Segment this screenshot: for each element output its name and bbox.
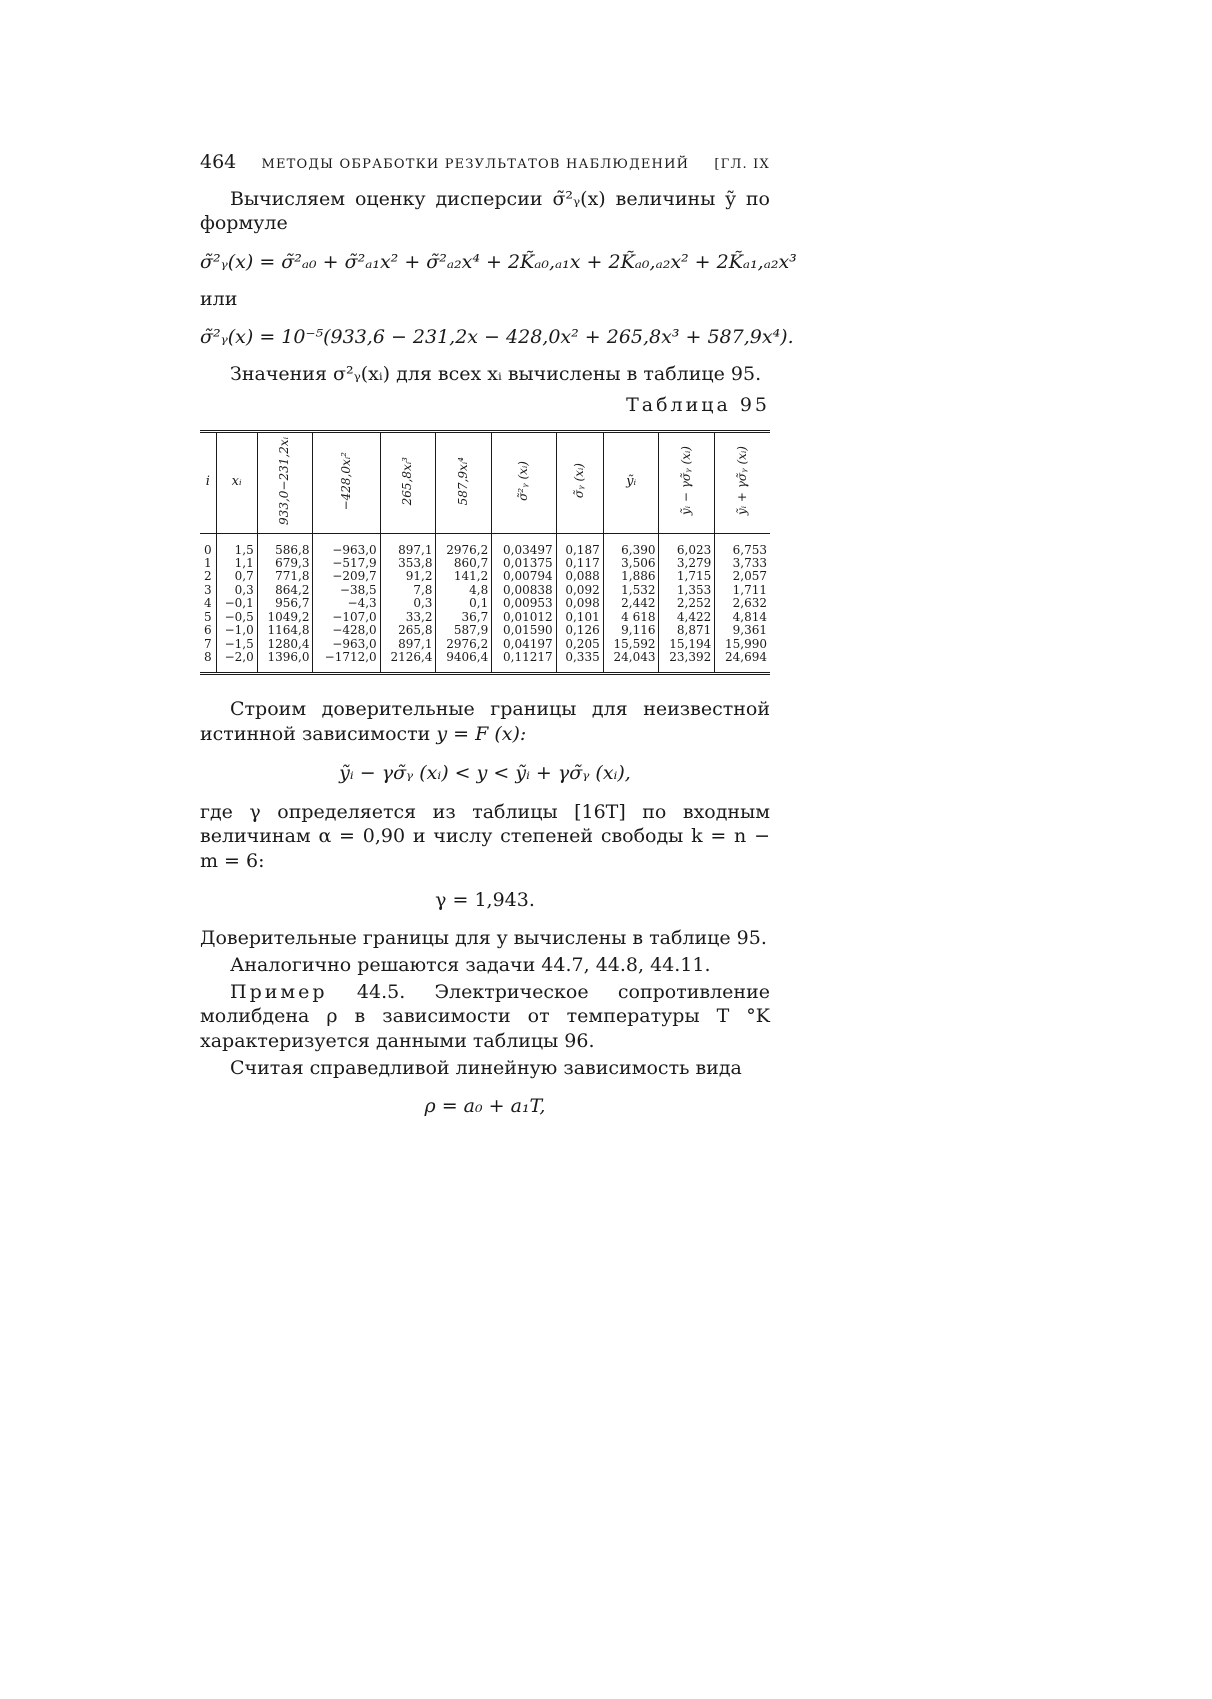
table-cell: −1,5 [224, 636, 254, 651]
table-header-row [200, 431, 770, 533]
table-cell: 1396,0 [267, 650, 310, 664]
table-cell: 4,814 [732, 609, 767, 624]
intro-paragraph: Вычисляем оценку дисперсии σ̃²ᵧ(x) величины ỹ по формуле [200, 187, 770, 235]
table-cell: 6,023 [676, 542, 712, 557]
table-cell: 9,116 [621, 623, 656, 638]
table-cell: 265,8 [398, 623, 433, 638]
table-cell: 897,1 [398, 542, 433, 557]
table-cell: 24,043 [613, 650, 656, 664]
table-cell: 2,442 [621, 596, 656, 611]
table-cell: 1,715 [676, 569, 712, 584]
table-cell: 8 [203, 650, 212, 664]
table-cell: 2 [203, 569, 212, 584]
table-cell: 91,2 [405, 569, 433, 584]
table-cell: −38,5 [339, 582, 377, 597]
table-cell: 2976,2 [446, 636, 489, 651]
col-header-x: xᵢ [216, 431, 257, 533]
table-cell: 2126,4 [390, 650, 433, 664]
linear-formula: ρ = a₀ + a₁T, [424, 1095, 546, 1118]
table-cell: 1164,8 [267, 623, 310, 638]
table-cell: 0,335 [565, 650, 600, 664]
table-cell: 1,532 [621, 582, 656, 597]
table-cell: 587,9 [453, 623, 489, 638]
numeric-variance-formula: σ̃²ᵧ(x) = 10⁻⁵(933,6 − 231,2x − 428,0x² + 265,8x³ + 587,9x⁴). [200, 326, 794, 349]
table-cell: 3,279 [676, 555, 712, 570]
table-cell: 15,990 [725, 636, 767, 651]
table-cell: 1049,2 [267, 609, 310, 624]
table-cell: 23,392 [669, 650, 712, 664]
table-cell: 0,03497 [503, 542, 553, 557]
table-cell: 860,7 [453, 555, 489, 570]
page-number: 464 [200, 151, 237, 173]
variance-formula: σ̃²ᵧ(x) = σ̃²ₐ₀ + σ̃²ₐ₁x² + σ̃²ₐ₂x⁴ + 2K̃ₐ₀,ₐ₁x + 2K̃ₐ₀,ₐ₂x² + 2K̃ₐ₁,ₐ₂x³ [200, 251, 797, 274]
similar-tasks: Аналогично решаются задачи 44.7, 44.8, 44.11. [230, 953, 711, 976]
col-variance [492, 533, 556, 674]
col-i [200, 533, 216, 674]
table-cell: 2,252 [676, 596, 712, 611]
table-cell: 0,098 [565, 596, 600, 611]
table-cell: 1,886 [621, 569, 656, 584]
col-sigma [556, 533, 603, 674]
table-cell: 0,126 [565, 623, 600, 638]
table-label: Таблица 95 [626, 393, 770, 416]
col-header-cubic: 265,8xᵢ³ [380, 431, 436, 533]
table-cell: 9,361 [732, 623, 767, 638]
example-paragraph: Пример 44.5. Электрическое сопротивление молибдена ρ в зависимости от температуры T °K характеризуется данными таблицы 96. [200, 980, 770, 1052]
table-cell: 15,194 [669, 636, 712, 651]
col-header-variance: σ̃²ᵧ (xᵢ) [492, 431, 556, 533]
table-cell: 15,592 [613, 636, 656, 651]
example-label: Пример [230, 980, 328, 1003]
table-cell: 353,8 [398, 555, 433, 570]
table-cell: −517,9 [332, 555, 377, 570]
table-cell: −2,0 [224, 650, 254, 664]
col-y [603, 533, 659, 674]
table-cell: 0,3 [413, 596, 433, 611]
bounds-computed: Доверительные границы для y вычислены в таблице 95. [200, 927, 767, 950]
table-cell: −963,0 [332, 542, 377, 557]
col-lower-bound [659, 533, 715, 674]
table-cell: 7,8 [413, 582, 433, 597]
table-cell: 586,8 [275, 542, 310, 557]
page [200, 150, 797, 1119]
table-cell: 897,1 [398, 636, 433, 651]
table-cell: −963,0 [332, 636, 377, 651]
table-cell: 141,2 [453, 569, 489, 584]
table-cell: 4,422 [676, 609, 712, 624]
col-header-sigma: σ̃ᵧ (xᵢ) [556, 431, 603, 533]
table-cell: 3,733 [732, 555, 767, 570]
table-cell: 5 [203, 609, 212, 624]
table-cell: 3,506 [621, 555, 656, 570]
table-cell: 4 [203, 596, 212, 611]
table-cell: 6,390 [621, 542, 656, 557]
table-cell: 0,04197 [503, 636, 553, 651]
col-linear [257, 533, 313, 674]
table-cell: 0,3 [234, 582, 254, 597]
table-cell: −428,0 [332, 623, 377, 638]
table-cell: 0 [203, 542, 212, 557]
table-cell: 956,7 [275, 596, 310, 611]
table-cell: 33,2 [405, 609, 433, 624]
table-cell: 8,871 [676, 623, 712, 638]
table-cell: 0,00838 [503, 582, 553, 597]
values-sentence: Значения σ²ᵧ(xᵢ) для всех xᵢ вычислены в таблице 95. [230, 363, 762, 386]
table-cell: 36,7 [461, 609, 489, 624]
table-cell: 6,753 [732, 542, 767, 557]
table-cell: 0,187 [565, 542, 600, 557]
interval-formula: ỹᵢ − γσ̃ᵧ (xᵢ) < y < ỹᵢ + γσ̃ᵧ (xᵢ), [339, 761, 631, 784]
table-cell: −4,3 [347, 596, 377, 611]
col-header-upper-bound: ỹᵢ + γσ̃ᵧ (xᵢ) [715, 431, 770, 533]
gamma-paragraph: где γ определяется из таблицы [16Т] по входным величинам α = 0,90 и числу степеней свободы k = n − m = 6: [200, 800, 770, 872]
table-cell: 1280,4 [267, 636, 310, 651]
table-cell: 4 618 [621, 609, 656, 624]
table-cell: 771,8 [275, 569, 310, 584]
table-cell: 0,088 [565, 569, 600, 584]
col-header-quadratic: −428,0xᵢ² [313, 431, 380, 533]
table-body-row [200, 533, 770, 674]
col-header-i: i [200, 431, 216, 533]
chapter-label: [ГЛ. IX [714, 157, 770, 172]
table-cell: 0,092 [565, 582, 600, 597]
table-cell: −0,1 [224, 596, 254, 611]
table-cell: −209,7 [332, 569, 377, 584]
table-cell: 4,8 [469, 582, 489, 597]
col-header-linear: 933,0−231,2xᵢ [257, 431, 313, 533]
table-cell: 2,057 [732, 569, 767, 584]
table-cell: 0,01375 [503, 555, 553, 570]
table-cell: 1 [203, 555, 212, 570]
table-cell: 0,01590 [503, 623, 553, 638]
running-header [200, 150, 770, 175]
table-cell: 1,711 [732, 582, 767, 597]
table-cell: 679,3 [275, 555, 310, 570]
table-cell: 0,205 [565, 636, 600, 651]
col-quadratic [313, 533, 380, 674]
col-header-y: ỹᵢ [603, 431, 659, 533]
table-cell: 7 [203, 636, 212, 651]
col-header-quartic: 587,9xᵢ⁴ [436, 431, 492, 533]
table-cell: 2,632 [732, 596, 767, 611]
table-cell: 864,2 [275, 582, 310, 597]
table-cell: 0,00953 [503, 596, 553, 611]
table-cell: 0,1 [469, 596, 489, 611]
table-cell: −107,0 [332, 609, 377, 624]
table-cell: 6 [203, 623, 212, 638]
table-cell: 1,1 [234, 555, 254, 570]
table-cell: 0,7 [234, 569, 254, 584]
table-cell: 0,11217 [503, 650, 553, 664]
table-cell: 24,694 [725, 650, 767, 664]
table-cell: 9406,4 [446, 650, 489, 664]
running-title: МЕТОДЫ ОБРАБОТКИ РЕЗУЛЬТАТОВ НАБЛЮДЕНИЙ [261, 157, 690, 172]
table-cell: 1,5 [234, 542, 254, 557]
table-cell: 3 [203, 582, 212, 597]
table-cell: −1712,0 [324, 650, 377, 664]
linear-paragraph: Считая справедливой линейную зависимость вида [230, 1056, 742, 1079]
col-x [216, 533, 257, 674]
table-cell: −1,0 [224, 623, 254, 638]
col-cubic [380, 533, 436, 674]
build-bounds-paragraph: Строим доверительные границы для неизвестной истинной зависимости y = F (x): [200, 698, 770, 746]
table-cell: 0,101 [565, 609, 600, 624]
table-95 [200, 430, 770, 676]
table-cell: 0,01012 [503, 609, 553, 624]
col-upper-bound [715, 533, 770, 674]
col-quartic [436, 533, 492, 674]
table-cell: 1,353 [676, 582, 712, 597]
or-word: или [200, 287, 238, 310]
table-cell: 2976,2 [446, 542, 489, 557]
table-cell: 0,00794 [503, 569, 553, 584]
table-cell: −0,5 [224, 609, 254, 624]
gamma-value: γ = 1,943. [435, 888, 535, 911]
table-cell: 0,117 [565, 555, 600, 570]
col-header-lower-bound: ỹᵢ − γσ̃ᵧ (xᵢ) [659, 431, 715, 533]
